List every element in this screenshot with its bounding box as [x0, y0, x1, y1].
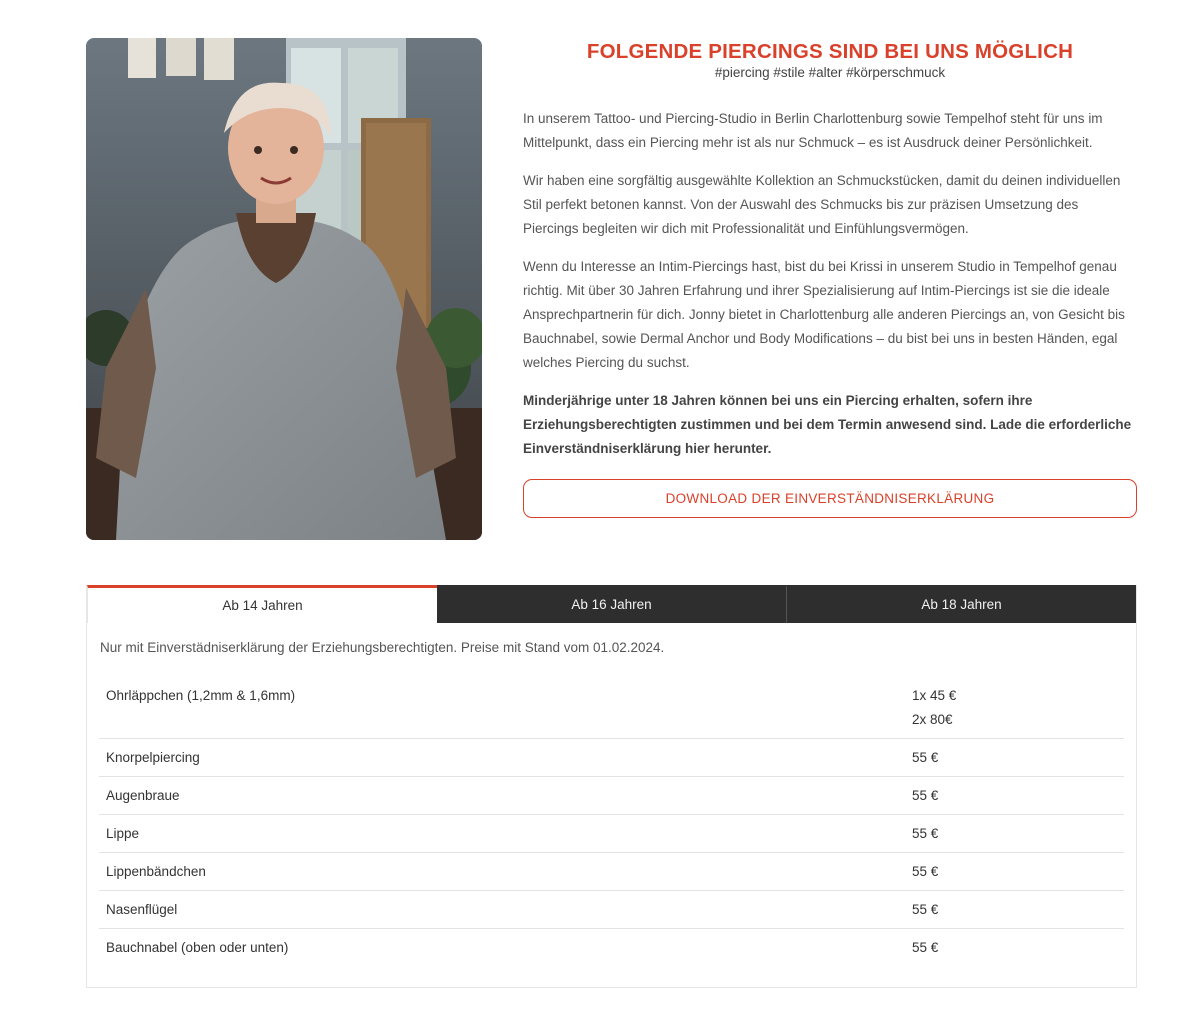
piercing-intro-section: [86, 38, 1137, 540]
tab-ab-18-jahren[interactable]: Ab 18 Jahren: [786, 585, 1136, 623]
piercing-name: Lippenbändchen: [106, 864, 206, 879]
piercing-price: 55 €: [912, 750, 939, 765]
table-row: [99, 739, 1124, 777]
piercing-name: Lippe: [106, 826, 140, 841]
minors-notice: Minderjährige unter 18 Jahren können bei uns ein Piercing erhalten, sofern ihre Erziehungsberechtigten zustimmen und bei dem Termin anwesend sind. Lade die erforderliche Einverständniserklärung hier herunter.: [523, 393, 1132, 456]
price-double: 2x 80€: [912, 712, 953, 727]
piercing-name: Bauchnabel (oben oder unten): [106, 940, 289, 955]
pricing-tabs-panel: [86, 585, 1137, 988]
age-tabs: [87, 585, 1136, 623]
section-title: FOLGENDE PIERCINGS SIND BEI UNS MÖGLICH: [586, 40, 1074, 63]
piercing-name: Ohrläppchen (1,2mm & 1,6mm): [106, 688, 296, 703]
intro-paragraph-3: Wenn du Interesse an Intim-Piercings hast, bist du bei Krissi in unserem Studio in Tempelhof genau richtig. Mit über 30 Jahren Erfahrung und ihrer Spezialisierung auf Intim-Piercings ist sie die ideale Ansprechpartnerin für dich. Jonny bietet in Charlottenburg alle anderen Piercings an, von Gesicht bis Bauchnabel, sowie Dermal Anchor und Body Modifications – du bist bei uns in besten Händen, egal welches Piercing du suchst.: [523, 259, 1125, 370]
price-table: [99, 677, 1124, 966]
table-row: [99, 677, 1124, 739]
piercing-name: Knorpelpiercing: [106, 750, 200, 765]
table-row: [99, 891, 1124, 929]
piercing-price: 55 €: [912, 788, 939, 803]
piercing-price: 55 €: [912, 826, 939, 841]
intro-paragraph-2: Wir haben eine sorgfältig ausgewählte Kollektion an Schmuckstücken, damit du deinen individuellen Stil perfekt betonen kannst. Von der Auswahl des Schmucks bis zur präzisen Umsetzung des Piercings begleiten wir dich mit Professionalität und Einfühlungsvermögen.: [523, 173, 1121, 236]
piercing-price: [912, 686, 1117, 729]
piercing-price: 55 €: [912, 864, 939, 879]
section-tags: #piercing #stile #alter #körperschmuck: [714, 65, 946, 80]
intro-content: [523, 38, 1137, 518]
piercing-price: 55 €: [912, 902, 939, 917]
table-row: [99, 815, 1124, 853]
table-row: [99, 777, 1124, 815]
table-row: [99, 929, 1124, 966]
studio-photo: [86, 38, 482, 540]
intro-paragraph-1: In unserem Tattoo- und Piercing-Studio in Berlin Charlottenburg sowie Tempelhof steht für uns im Mittelpunkt, dass ein Piercing mehr ist als nur Schmuck – es ist Ausdruck deiner Persönlichkeit.: [523, 111, 1103, 150]
download-consent-button[interactable]: DOWNLOAD DER EINVERSTÄNDNISERKLÄRUNG: [523, 479, 1137, 518]
table-row: [99, 853, 1124, 891]
piercing-name: Nasenflügel: [106, 902, 178, 917]
tab-ab-14-jahren[interactable]: Ab 14 Jahren: [87, 585, 437, 623]
price-single: 1x 45 €: [912, 688, 957, 703]
pricing-note: Nur mit Einverstädniserklärung der Erziehungsberechtigten. Preise mit Stand vom 01.02.2024.: [100, 640, 665, 655]
piercing-name: Augenbraue: [106, 788, 180, 803]
piercing-price: 55 €: [912, 940, 939, 955]
tab-ab-16-jahren[interactable]: Ab 16 Jahren: [437, 585, 786, 623]
